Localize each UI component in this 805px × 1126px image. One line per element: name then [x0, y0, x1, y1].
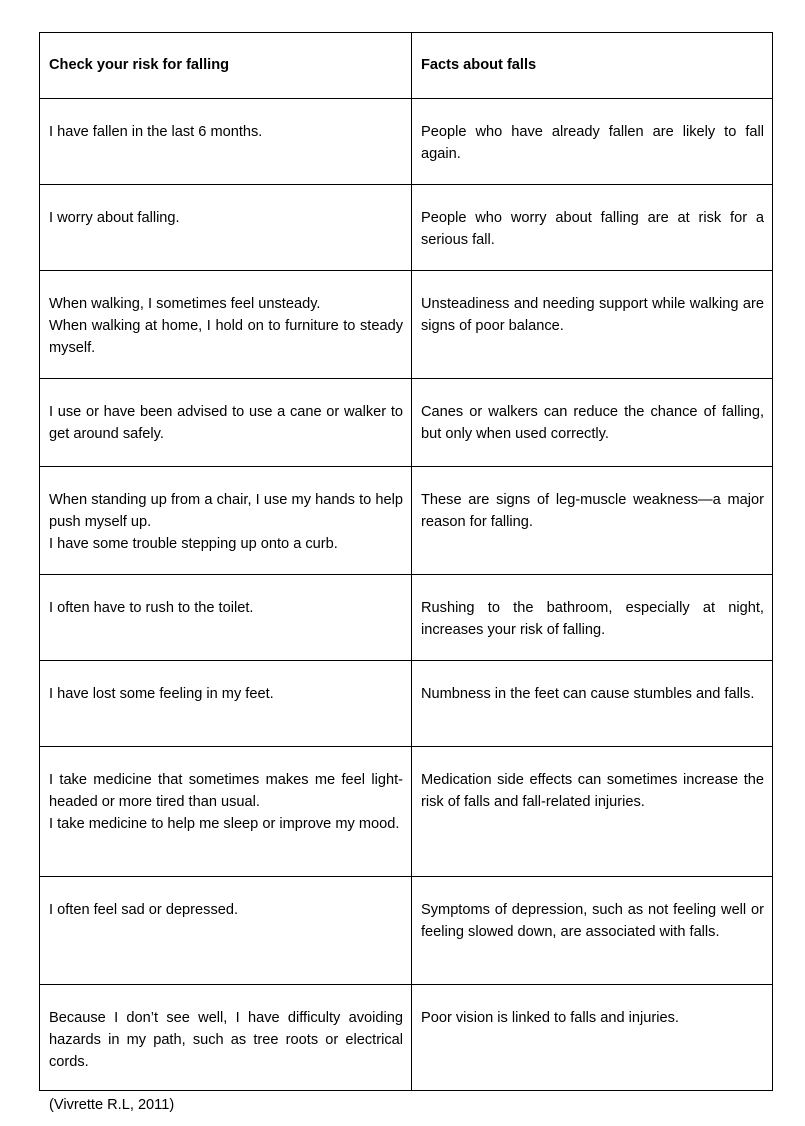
table-header-row: [40, 33, 773, 99]
table-row: [40, 877, 773, 985]
fact-statement: Unsteadiness and needing support while walking are signs of poor balance.: [421, 296, 764, 334]
table-row: [40, 467, 773, 575]
fact-statement: Rushing to the bathroom, especially at night, increases your risk of falling.: [421, 600, 764, 638]
risk-cell: [40, 575, 412, 661]
fact-statement: These are signs of leg-muscle weakness—a major reason for falling.: [421, 492, 764, 530]
risk-statement: When standing up from a chair, I use my hands to help push myself up.: [49, 492, 403, 530]
risk-statement: When walking at home, I hold on to furniture to steady myself.: [49, 318, 403, 356]
table-row: [40, 575, 773, 661]
risk-cell: [40, 661, 412, 747]
table-row: [40, 99, 773, 185]
risk-statement: I use or have been advised to use a cane or walker to get around safely.: [49, 404, 403, 442]
fact-cell: [412, 661, 773, 747]
table-row: [40, 379, 773, 467]
fact-statement: Symptoms of depression, such as not feeling well or feeling slowed down, are associated with falls.: [421, 902, 764, 940]
risk-statement: I have some trouble stepping up onto a curb.: [49, 536, 338, 552]
header-check-risk: Check your risk for falling: [40, 33, 412, 99]
risk-cell: [40, 99, 412, 185]
fact-cell: [412, 985, 773, 1091]
fact-cell: [412, 379, 773, 467]
risk-statement: I take medicine to help me sleep or improve my mood.: [49, 816, 400, 832]
risk-statement: I worry about falling.: [49, 210, 180, 226]
table-row: [40, 185, 773, 271]
fact-statement: Canes or walkers can reduce the chance of falling, but only when used correctly.: [421, 404, 764, 442]
risk-statement: I often feel sad or depressed.: [49, 902, 239, 918]
risk-statement: Because I don’t see well, I have difficulty avoiding hazards in my path, such as tree roots or electrical cords.: [49, 1010, 403, 1070]
citation: (Vivrette R.L, 2011): [49, 1097, 175, 1113]
fact-statement: People who have already fallen are likely to fall again.: [421, 124, 764, 162]
fact-statement: Numbness in the feet can cause stumbles and falls.: [421, 686, 755, 702]
table-row: [40, 985, 773, 1091]
risk-cell: [40, 379, 412, 467]
fact-cell: [412, 99, 773, 185]
risk-cell: [40, 747, 412, 877]
fall-risk-table: [39, 32, 773, 1091]
risk-statement: I take medicine that sometimes makes me feel light-headed or more tired than usual.: [49, 772, 403, 810]
fact-cell: [412, 271, 773, 379]
risk-statement: I have fallen in the last 6 months.: [49, 124, 263, 140]
risk-cell: [40, 877, 412, 985]
risk-cell: [40, 467, 412, 575]
fact-statement: Poor vision is linked to falls and injuries.: [421, 1010, 679, 1026]
table-row: [40, 661, 773, 747]
fact-cell: [412, 877, 773, 985]
fact-cell: [412, 467, 773, 575]
risk-statement: I often have to rush to the toilet.: [49, 600, 254, 616]
fact-cell: [412, 747, 773, 877]
table-row: [40, 271, 773, 379]
fact-cell: [412, 185, 773, 271]
risk-statement: I have lost some feeling in my feet.: [49, 686, 274, 702]
fact-cell: [412, 575, 773, 661]
risk-statement: When walking, I sometimes feel unsteady.: [49, 296, 321, 312]
fact-statement: Medication side effects can sometimes increase the risk of falls and fall-related injuries.: [421, 772, 764, 810]
fact-statement: People who worry about falling are at risk for a serious fall.: [421, 210, 764, 248]
risk-cell: [40, 185, 412, 271]
header-facts: Facts about falls: [412, 33, 773, 99]
risk-cell: [40, 985, 412, 1091]
risk-cell: [40, 271, 412, 379]
table-row: [40, 747, 773, 877]
